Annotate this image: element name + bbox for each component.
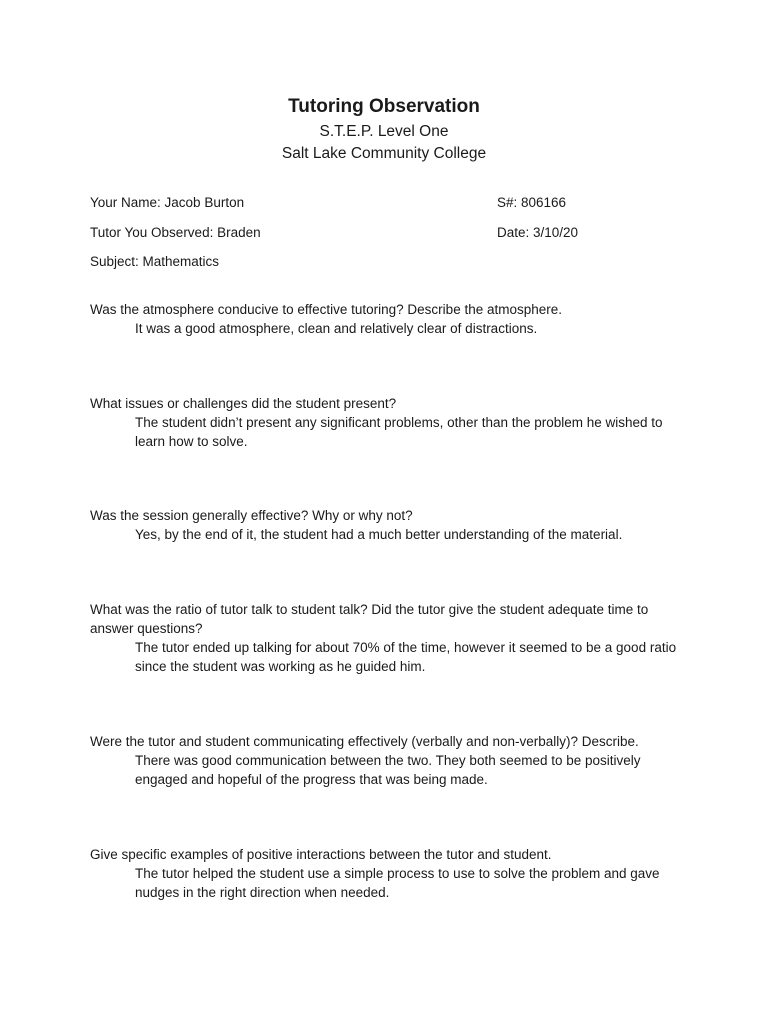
question-talk-ratio: What was the ratio of tutor talk to student talk? Did the tutor give the student adequate time to answer questions? bbox=[90, 602, 649, 636]
document-title: Tutoring Observation bbox=[288, 96, 480, 117]
answer-talk-ratio: The tutor ended up talking for about 70% of the time, however it seemed to be a good ratio since the student was working as he guided him. bbox=[135, 640, 677, 674]
answer-effectiveness: Yes, by the end of it, the student had a much better understanding of the material. bbox=[135, 527, 623, 542]
question-positive-interactions: Give specific examples of positive interactions between the tutor and student. bbox=[90, 847, 552, 862]
college-name: Salt Lake Community College bbox=[281, 145, 487, 162]
question-effectiveness: Was the session generally effective? Why or why not? bbox=[90, 508, 413, 523]
subject-field: Subject: Mathematics bbox=[90, 254, 220, 269]
question-issues: What issues or challenges did the student present? bbox=[90, 396, 397, 411]
answer-positive-interactions: The tutor helped the student use a simple process to use to solve the problem and gave nudges in the right direction when needed. bbox=[135, 866, 660, 900]
question-communication: Were the tutor and student communicating effectively (verbally and non-verbally)? Describe. bbox=[90, 734, 639, 749]
your-name-field: Your Name: Jacob Burton bbox=[90, 195, 245, 210]
program-name: S.T.E.P. Level One bbox=[319, 123, 449, 140]
question-atmosphere: Was the atmosphere conducive to effective tutoring? Describe the atmosphere. bbox=[90, 302, 563, 317]
answer-issues: The student didn’t present any significant problems, other than the problem he wished to learn how to solve. bbox=[135, 415, 663, 449]
tutor-observed-field: Tutor You Observed: Braden bbox=[90, 225, 261, 240]
answer-communication: There was good communication between the two. They both seemed to be positively engaged and hopeful of the progress that was being made. bbox=[135, 753, 641, 787]
answer-atmosphere: It was a good atmosphere, clean and relatively clear of distractions. bbox=[135, 321, 538, 336]
student-number-field: S#: 806166 bbox=[497, 195, 567, 210]
date-field: Date: 3/10/20 bbox=[497, 225, 579, 240]
